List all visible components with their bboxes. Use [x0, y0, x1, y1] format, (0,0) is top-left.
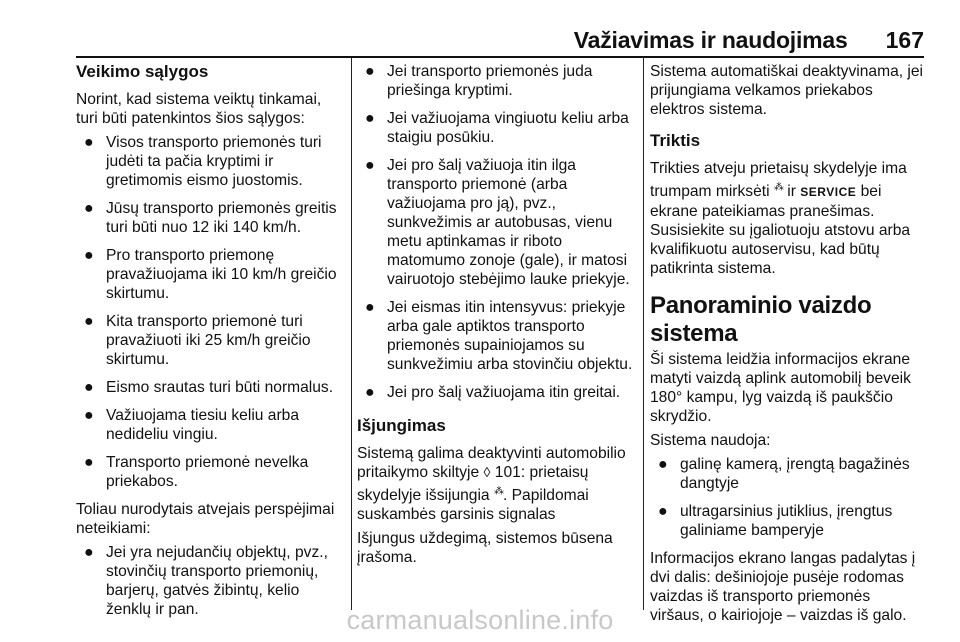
page-number: 167 — [885, 27, 924, 53]
paragraph: Sistemą galima deaktyvinti automobilio pritaikymo skiltyje ◊ 101: prietaisų skydelyje išsijungia ⁂. Papildomai suskambės garsinis signalas — [357, 445, 626, 524]
list-item: ● ultragarsinius jutiklius, įrengtus galiniame bamperyje — [658, 503, 893, 540]
bullet-icon: ● — [658, 503, 668, 521]
side-blind-zone-warning-icon: ⁂ — [493, 486, 503, 497]
paragraph: Informacijos ekrano langas padalytas į dvi dalis: dešiniojoje pusėje rodomas vaizdas iš transporto priemonės viršaus, o kairiojoje – vaizdas iš galo. — [650, 550, 916, 625]
column-1 — [76, 62, 342, 628]
list-item: ● Jei važiuojama vingiuotu keliu arba staigiu posūkiu. — [365, 110, 629, 146]
column-2 — [357, 62, 633, 572]
paragraph: Sistema automatiškai deaktyvinama, jei prijungiama velkamos priekabos elektros sistema. — [650, 63, 924, 118]
paragraph: Sistema naudoja: — [650, 432, 771, 450]
bullet-list — [76, 133, 342, 491]
reference-arrow-icon: ◊ — [483, 464, 491, 480]
page-header — [76, 24, 924, 54]
bullet-icon: ● — [365, 384, 375, 401]
bullet-list — [357, 62, 633, 402]
bullet-icon: ● — [365, 110, 375, 127]
bullet-icon: ● — [658, 456, 668, 474]
paragraph: Ši sistema leidžia informacijos ekrane matyti vaizdą aplink automobilį beveik 180° kampu, lyg vaizdą iš paukščio skrydžio. — [650, 351, 911, 426]
list-item: ● galinę kamerą, įrengtą bagažinės dangtyje — [658, 456, 910, 493]
bullet-icon: ● — [84, 200, 94, 217]
list-item: ● Visos transporto priemonės turi judėti ta pačia kryptimi ir gretimomis eismo juostomis. — [84, 134, 322, 189]
list-item: ● Važiuojama tiesiu keliu arba nedideliu vingiu. — [84, 407, 300, 443]
bullet-icon: ● — [365, 299, 375, 316]
service-indicator-icon: SERVICE — [800, 185, 857, 200]
bullet-icon: ● — [365, 157, 375, 174]
list-item: ● Pro transporto priemonę pravažiuojama iki 10 km/h greičio skirtumu. — [84, 247, 337, 302]
list-item: ● Jūsų transporto priemonės greitis turi būti nuo 12 iki 140 km/h. — [84, 200, 337, 236]
list-item: ● Jei pro šalį važiuojama itin greitai. — [365, 384, 621, 401]
bullet-list — [650, 455, 928, 540]
paragraph: Išjungus uždegimą, sistemos būsena įrašoma. — [357, 530, 613, 567]
bullet-icon: ● — [84, 247, 94, 264]
column-divider — [351, 58, 352, 610]
list-item: ● Kita transporto priemonė turi pravažiuoti iki 25 km/h greičio skirtumu. — [84, 313, 311, 368]
bullet-icon: ● — [84, 544, 94, 561]
bullet-icon: ● — [84, 134, 94, 151]
list-item: ● Transporto priemonė nevelka priekabos. — [84, 454, 309, 490]
list-item: ● Jei yra nejudančių objektų, pvz., stovinčių transporto priemonių, barjerų, gatvės žibintų, kelio ženklų ir pan. — [84, 544, 328, 618]
watermark: carmanualsonline.info — [346, 605, 614, 635]
paragraph: Toliau nurodytais atvejais perspėjimai neteikiami: — [76, 501, 335, 537]
section-heading-panoramic-view: Panoraminio vaizdo sistema — [650, 292, 872, 348]
bullet-icon: ● — [84, 379, 94, 396]
bullet-icon: ● — [84, 313, 94, 330]
list-item: ● Eismo srautas turi būti normalus. — [84, 379, 334, 396]
section-heading-conditions: Veikimo sąlygos — [76, 62, 209, 81]
column-divider — [643, 58, 644, 610]
list-item: ● Jei transporto priemonės juda priešinga kryptimi. — [365, 63, 593, 99]
list-item: ● Jei eismas itin intensyvus: priekyje arba gale aptiktos transporto priemonės supainiojamos su sunkvežimiu arba stovinčiu objektu. — [365, 299, 633, 373]
page-title: Važiavimas ir naudojimas — [573, 27, 848, 53]
header-rule — [76, 56, 924, 58]
page-reference-link[interactable]: 101 — [494, 464, 521, 481]
paragraph: Norint, kad sistema veiktų tinkamai, turi būti patenkintos šios sąlygos: — [76, 91, 322, 127]
list-item: ● Jei pro šalį važiuoja itin ilga transporto priemonė (arba važiuojama pro ją), pvz., sunkvežimis ar autobusas, vienu metu aptinkamas ir riboto matomumo zonoje (gale), ir matosi vairuotojo stebėjimo lauke priekyje. — [365, 157, 630, 288]
paragraph: Trikties atveju prietaisų skydelyje ima trumpam mirksėti ⁂ ir SERVICE bei ekrane pateikiamas pranešimas. Susisiekite su įgaliotuoju atstovu arba kvalifikuotu autoservisu, kad būtų patikrinta sistema. — [650, 160, 911, 278]
section-heading-fault: Triktis — [650, 131, 701, 150]
bullet-icon: ● — [84, 407, 94, 424]
section-heading-deactivation: Išjungimas — [357, 416, 446, 435]
bullet-icon: ● — [365, 63, 375, 80]
bullet-icon: ● — [84, 454, 94, 471]
column-3 — [650, 62, 928, 630]
side-blind-zone-warning-icon: ⁂ — [773, 182, 783, 193]
